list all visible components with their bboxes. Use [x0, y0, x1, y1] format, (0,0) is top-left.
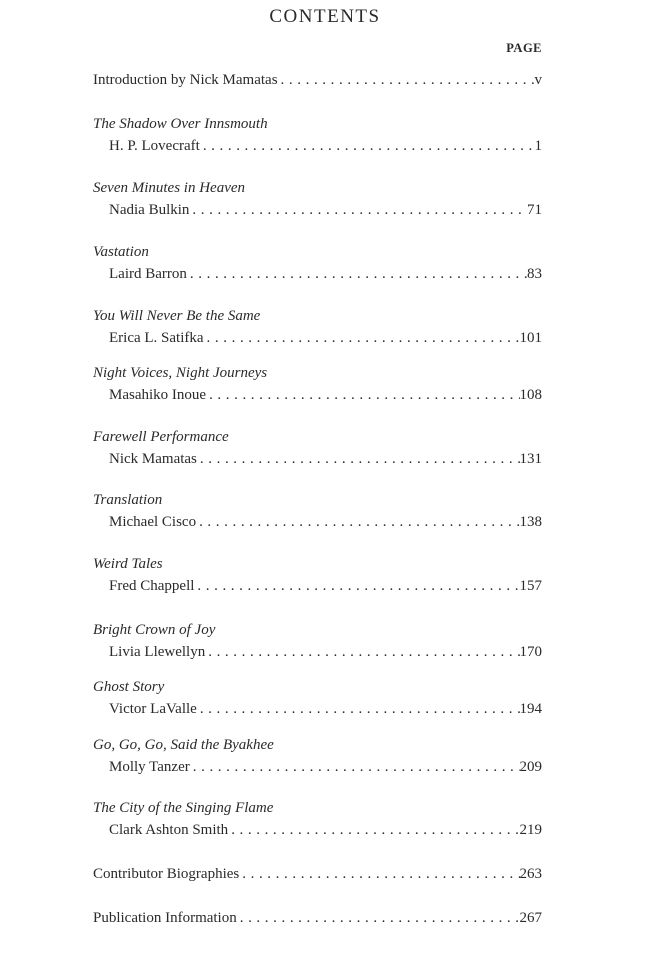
story-author: Erica L. Satifka [109, 330, 204, 346]
backmatter-label: Contributor Biographies [93, 866, 240, 882]
leader-dots [206, 387, 519, 404]
backmatter-page: 267 [519, 910, 542, 926]
leader-dots [197, 701, 520, 718]
toc-entry[interactable] [109, 514, 542, 534]
leader-dots [187, 266, 527, 283]
backmatter-label: Publication Information [93, 910, 237, 926]
story-title: Go, Go, Go, Said the Byakhee [93, 737, 274, 753]
story-page: 219 [519, 822, 542, 838]
story-author: Masahiko Inoue [109, 387, 207, 403]
toc-intro-label: Introduction by Nick Mamatas [93, 72, 278, 88]
toc-entry[interactable] [109, 138, 542, 158]
story-title: You Will Never Be the Same [93, 308, 261, 324]
toc-intro[interactable] [93, 72, 542, 92]
story-page: 83 [527, 266, 542, 282]
story-title: Weird Tales [93, 556, 163, 572]
story-author: Clark Ashton Smith [109, 822, 229, 838]
toc-entry[interactable] [109, 266, 542, 286]
leader-dots [239, 866, 519, 883]
toc-entry[interactable] [109, 451, 542, 471]
story-title: The Shadow Over Innsmouth [93, 116, 268, 132]
story-page: 108 [519, 387, 542, 403]
toc-backmatter-biographies[interactable] [93, 866, 542, 886]
toc-entry[interactable] [109, 578, 542, 598]
leader-dots [278, 72, 535, 89]
story-author: Nadia Bulkin [109, 202, 190, 218]
story-title: Seven Minutes in Heaven [93, 180, 246, 196]
story-title: Farewell Performance [93, 429, 229, 445]
toc-entry[interactable] [109, 387, 542, 407]
story-page: 157 [519, 578, 542, 594]
story-page: 131 [519, 451, 542, 467]
toc-entry[interactable] [109, 701, 542, 721]
story-page: 170 [519, 644, 542, 660]
leader-dots [197, 451, 520, 468]
leader-dots [204, 330, 520, 347]
story-page: 138 [519, 514, 542, 530]
story-title: Translation [93, 492, 163, 508]
story-author: Nick Mamatas [109, 451, 197, 467]
story-page: 1 [534, 138, 542, 154]
story-title: Night Voices, Night Journeys [93, 365, 268, 381]
story-page: 209 [519, 759, 542, 775]
story-title: Bright Crown of Joy [93, 622, 216, 638]
story-author: Molly Tanzer [109, 759, 190, 775]
story-author: Livia Llewellyn [109, 644, 206, 660]
leader-dots [196, 514, 519, 531]
toc-entry[interactable] [109, 330, 542, 350]
leader-dots [237, 910, 520, 927]
story-title: The City of the Singing Flame [93, 800, 274, 816]
toc-entry[interactable] [109, 202, 542, 222]
story-page: 71 [527, 202, 542, 218]
leader-dots [194, 578, 519, 595]
leader-dots [190, 759, 520, 776]
story-author: Fred Chappell [109, 578, 195, 594]
toc-entry[interactable] [109, 822, 542, 842]
story-author: H. P. Lovecraft [109, 138, 200, 154]
backmatter-page: 263 [519, 866, 542, 882]
page-column-label: PAGE [506, 41, 542, 55]
story-author: Michael Cisco [109, 514, 197, 530]
leader-dots [189, 202, 527, 219]
contents-heading: CONTENTS [269, 6, 381, 27]
leader-dots [200, 138, 535, 155]
toc-backmatter-publication[interactable] [93, 910, 542, 930]
leader-dots [228, 822, 519, 839]
story-author: Victor LaValle [109, 701, 197, 717]
story-page: 101 [519, 330, 542, 346]
toc-entry[interactable] [109, 644, 542, 664]
leader-dots [205, 644, 519, 661]
toc-intro-page: v [534, 72, 542, 88]
toc-entry[interactable] [109, 759, 542, 779]
story-page: 194 [519, 701, 542, 717]
story-title: Vastation [93, 244, 149, 260]
story-author: Laird Barron [109, 266, 187, 282]
story-title: Ghost Story [93, 679, 165, 695]
